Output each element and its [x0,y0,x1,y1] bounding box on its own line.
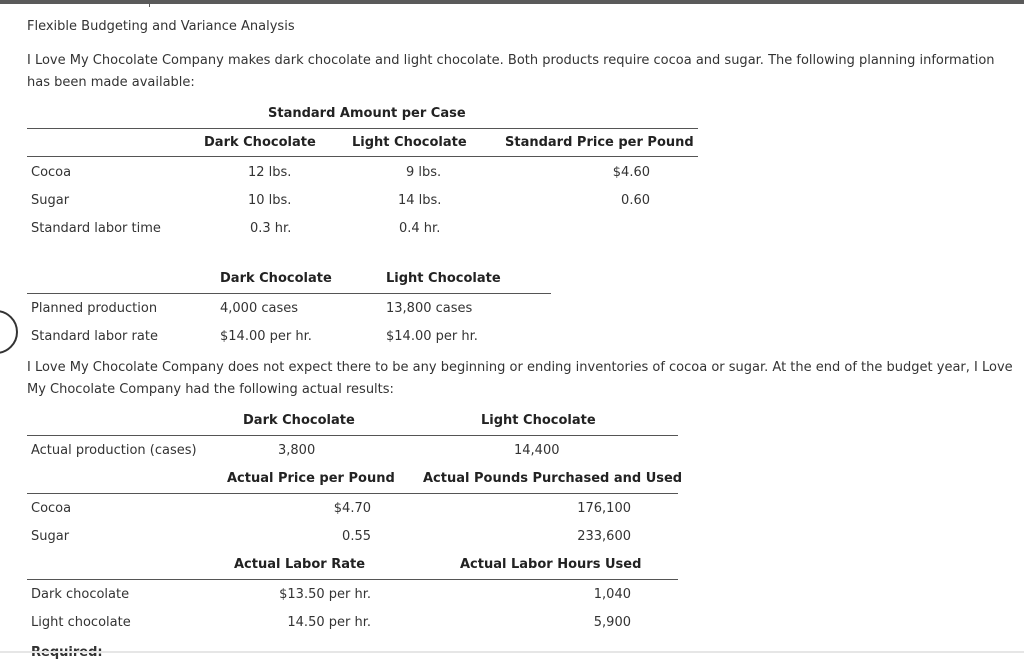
intro-paragraph: I Love My Chocolate Company makes dark chocolate and light chocolate. Both products require cocoa and sugar. The following planning information has been made available: [27,53,995,90]
table-rule [27,493,678,494]
cell-dark: $14.00 per hr. [220,329,312,344]
page-title: Flexible Budgeting and Variance Analysis [27,19,295,34]
row-label: Sugar [31,529,70,544]
col-header-actual-labor-rate: Actual Labor Rate [234,557,366,572]
cell-price: $4.60 [612,165,650,180]
cell-pounds: 176,100 [577,501,631,516]
row-label: Dark chocolate [31,587,130,602]
cell-light: 0.4 hr. [399,221,441,236]
cell-dark: 10 lbs. [248,193,292,208]
table-rule [27,156,698,157]
cell-hours: 1,040 [593,587,631,602]
row-label: Cocoa [31,165,72,180]
row-label: Cocoa [31,501,72,516]
table-rule [27,435,678,436]
cell-light: 14,400 [514,443,560,458]
top-bar [0,0,1024,4]
cell-hours: 5,900 [593,615,631,630]
row-label: Planned production [31,301,158,316]
cell-dark: 4,000 cases [220,301,299,316]
row-label: Light chocolate [31,615,131,630]
cell-light: 14 lbs. [398,193,442,208]
col-header-light: Light Chocolate [481,413,596,428]
cell-rate: 14.50 per hr. [287,615,371,630]
col-header-dark: Dark Chocolate [220,271,332,286]
col-header-light: Light Chocolate [352,135,467,150]
col-header-actual-labor-hours: Actual Labor Hours Used [460,557,642,572]
col-header-dark: Dark Chocolate [243,413,355,428]
cell-dark: 3,800 [278,443,316,458]
col-header-dark: Dark Chocolate [204,135,316,150]
row-label: Sugar [31,193,70,208]
cell-light: 13,800 cases [386,301,473,316]
table-rule [27,579,678,580]
standard-amount-header: Standard Amount per Case [268,106,466,121]
cell-dark: 12 lbs. [248,165,292,180]
row-label: Standard labor time [31,221,161,236]
row-label: Actual production (cases) [31,443,197,458]
table-rule [27,293,551,294]
col-header-price: Standard Price per Pound [505,135,694,150]
col-header-actual-pounds: Actual Pounds Purchased and Used [423,471,683,486]
cell-light: 9 lbs. [406,165,442,180]
col-header-light: Light Chocolate [386,271,501,286]
cell-pounds: 233,600 [577,529,631,544]
table-rule [27,128,698,129]
row-label: Standard labor rate [31,329,158,344]
top-bar-notch [149,4,150,7]
cell-price: 0.60 [621,193,650,208]
cell-price: $4.70 [333,501,371,516]
cell-dark: 0.3 hr. [250,221,292,236]
cell-light: $14.00 per hr. [386,329,478,344]
middle-paragraph: I Love My Chocolate Company does not expect there to be any beginning or ending inventories of cocoa or sugar. At the end of the budget year, I Love My Chocolate Company had the following actual results: [27,360,1013,397]
col-header-actual-price: Actual Price per Pound [227,471,395,486]
cell-rate: $13.50 per hr. [279,587,371,602]
cell-price: 0.55 [342,529,371,544]
side-circle-button[interactable] [0,310,18,354]
